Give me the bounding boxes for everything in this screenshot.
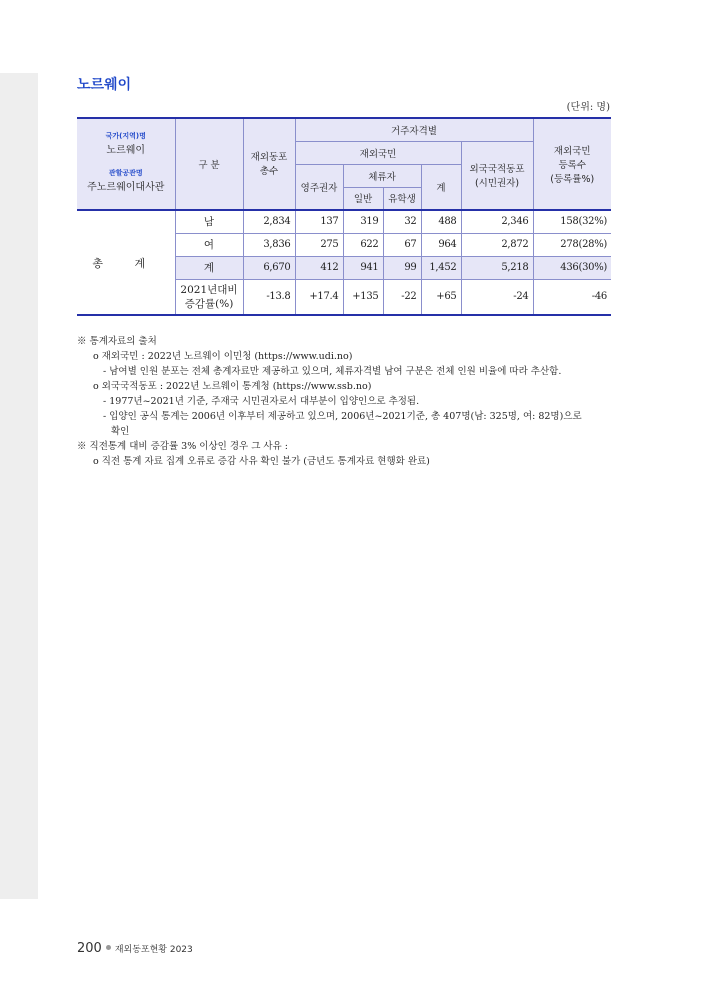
- header-sojourn: 체류자: [343, 164, 421, 187]
- note-line: o 직전 통계 자료 집계 오류로 증감 사유 확인 불가 (금년도 통계자료 현행화 완료): [93, 456, 430, 467]
- header-student: 유학생: [383, 187, 421, 210]
- row-label: 남: [175, 210, 243, 233]
- note-line: - 1977년~2021년 기준, 주재국 시민권자로서 대부분이 입양인으로 추정됨.: [103, 396, 420, 407]
- office-name: 주노르웨이대사관: [87, 182, 165, 193]
- country-small-label: 국가(지역)명: [105, 132, 146, 140]
- header-total-overseas: 재외동포 총수: [243, 118, 295, 210]
- row-label: 2021년대비 증감률(%): [175, 279, 243, 315]
- header-category: 구 분: [175, 118, 243, 210]
- note-line: 확인: [111, 426, 130, 437]
- cell-student: -22: [383, 279, 421, 315]
- note-line: - 남여별 인원 분포는 전체 총계자료만 제공하고 있으며, 체류자격별 남여 구분은 전체 인원 비율에 따라 추산함.: [103, 366, 562, 377]
- cell-registered: 436(30%): [533, 256, 611, 279]
- cell-foreign: 5,218: [461, 256, 533, 279]
- cell-general: 319: [343, 210, 383, 233]
- cell-permanent: 137: [295, 210, 343, 233]
- cell-registered: 278(28%): [533, 233, 611, 256]
- row-label: 여: [175, 233, 243, 256]
- header-overseas-nationals: 재외국민: [295, 141, 461, 164]
- cell-general: 622: [343, 233, 383, 256]
- cell-general: +135: [343, 279, 383, 315]
- bullet-dot-icon: [106, 945, 111, 950]
- cell-subtotal: 488: [421, 210, 461, 233]
- cell-total: -13.8: [243, 279, 295, 315]
- cell-foreign: -24: [461, 279, 533, 315]
- row-label: 계: [175, 256, 243, 279]
- note-line: ※ 통계자료의 출처: [77, 336, 157, 347]
- note-line: o 외국국적동포 : 2022년 노르웨이 통계청 (https://www.ssb.no): [93, 381, 372, 392]
- table-row: [77, 210, 611, 233]
- header-foreign-citizens: 외국국적동포 (시민권자): [461, 141, 533, 210]
- country-name: 노르웨이: [106, 145, 146, 156]
- header-residence-status: 거주자격별: [295, 118, 533, 141]
- group-label: 총 계: [77, 210, 175, 315]
- note-line: ※ 직전통계 대비 증감률 3% 이상인 경우 그 사유 :: [77, 441, 288, 452]
- cell-registered: -46: [533, 279, 611, 315]
- cell-general: 941: [343, 256, 383, 279]
- cell-subtotal: 964: [421, 233, 461, 256]
- cell-permanent: +17.4: [295, 279, 343, 315]
- statistics-table: [77, 117, 611, 316]
- footnotes: [77, 334, 617, 469]
- cell-permanent: 275: [295, 233, 343, 256]
- cell-subtotal: 1,452: [421, 256, 461, 279]
- cell-student: 67: [383, 233, 421, 256]
- unit-label: (단위: 명): [566, 102, 610, 113]
- note-line: - 입양인 공식 통계는 2006년 이후부터 제공하고 있으며, 2006년~2021기준, 총 407명(남: 325명, 여: 82명)으로: [103, 411, 582, 422]
- corner-cell: [77, 118, 175, 210]
- office-small-label: 관할공관명: [108, 169, 143, 177]
- page-number: 200: [77, 941, 102, 956]
- header-subtotal: 계: [421, 164, 461, 210]
- cell-foreign: 2,872: [461, 233, 533, 256]
- header-general: 일반: [343, 187, 383, 210]
- page-footer: [77, 937, 193, 956]
- publication-name: 재외동포현황 2023: [114, 945, 193, 955]
- cell-total: 6,670: [243, 256, 295, 279]
- cell-total: 2,834: [243, 210, 295, 233]
- cell-registered: 158(32%): [533, 210, 611, 233]
- cell-permanent: 412: [295, 256, 343, 279]
- cell-total: 3,836: [243, 233, 295, 256]
- side-margin-bar: [0, 73, 38, 899]
- cell-student: 99: [383, 256, 421, 279]
- header-row-1: [77, 118, 611, 141]
- cell-student: 32: [383, 210, 421, 233]
- note-line: o 재외국민 : 2022년 노르웨이 이민청 (https://www.udi.no): [93, 351, 353, 362]
- header-permanent: 영주권자: [295, 164, 343, 210]
- cell-foreign: 2,346: [461, 210, 533, 233]
- cell-subtotal: +65: [421, 279, 461, 315]
- page-title: 노르웨이: [77, 77, 132, 93]
- header-registered: 재외국민 등록수 (등록률%): [533, 118, 611, 210]
